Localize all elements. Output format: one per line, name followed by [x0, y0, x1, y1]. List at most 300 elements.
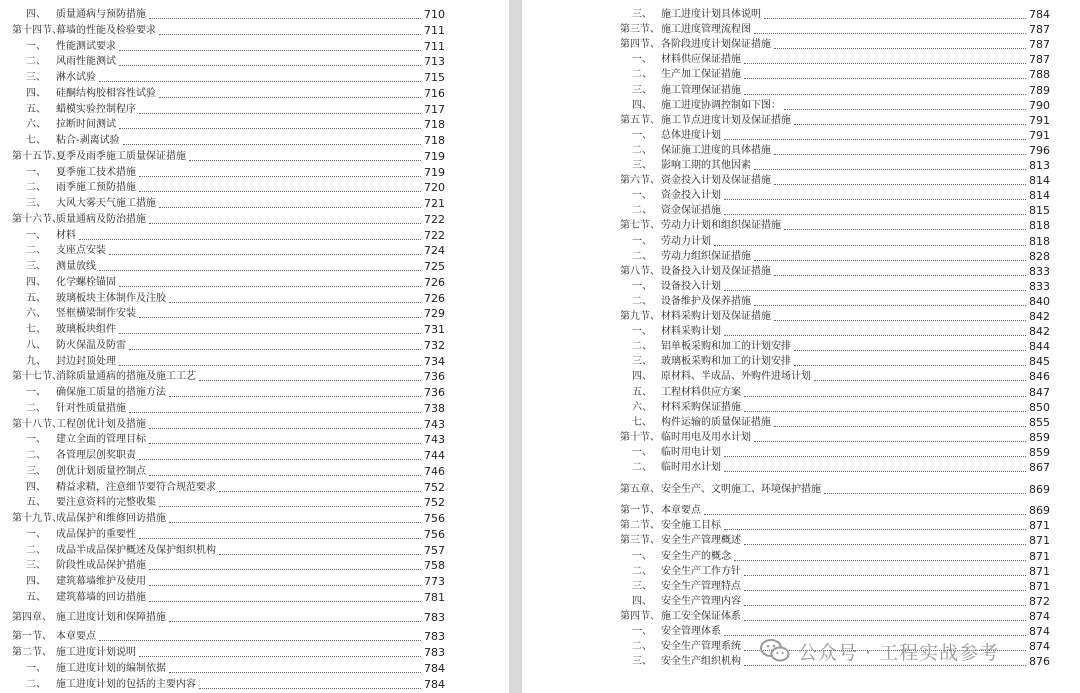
toc-item-entry[interactable] — [26, 85, 445, 100]
toc-item-entry[interactable] — [632, 187, 1050, 202]
toc-section-entry[interactable] — [12, 416, 445, 431]
toc-title: 施工进度计划说明 — [56, 647, 136, 658]
dot-leader — [109, 254, 421, 255]
toc-title: 资金投入计划及保证措施 — [661, 175, 771, 187]
dot-leader — [724, 529, 1026, 530]
dot-leader — [159, 34, 421, 35]
toc-page-number: 867 — [1029, 461, 1050, 474]
toc-page-number: 871 — [1029, 579, 1050, 593]
toc-number: 四、 — [26, 276, 46, 288]
toc-number: 一、 — [632, 235, 652, 247]
toc-item-entry[interactable] — [632, 399, 1050, 414]
toc-section-entry[interactable] — [620, 608, 1050, 623]
toc-page-number: 818 — [1029, 219, 1050, 233]
dot-leader — [774, 48, 1026, 49]
toc-page-number: 716 — [424, 86, 445, 100]
toc-page-number: 717 — [424, 102, 445, 116]
toc-page-number: 871 — [1029, 549, 1050, 563]
toc-number: 第六节、 — [620, 175, 660, 187]
toc-item-entry[interactable] — [26, 542, 445, 557]
toc-item-entry[interactable] — [26, 305, 445, 320]
toc-item-entry[interactable] — [26, 353, 445, 368]
watermark — [760, 634, 999, 668]
toc-number: 一、 — [632, 550, 652, 562]
toc-section-entry[interactable] — [12, 368, 445, 383]
toc-number: 三、 — [632, 160, 652, 171]
toc-page-number: 734 — [424, 354, 445, 368]
dot-leader — [149, 585, 421, 586]
toc-item-entry[interactable] — [632, 384, 1050, 399]
toc-title: 建筑幕墙维护及使用 — [56, 576, 146, 587]
toc-number: 一、 — [632, 280, 652, 292]
dot-leader — [744, 411, 1026, 412]
toc-title: 各管理层创奖职责 — [56, 450, 136, 461]
toc-number: 二、 — [632, 144, 652, 156]
dot-leader — [219, 554, 421, 555]
toc-section-entry[interactable] — [620, 308, 1050, 323]
toc-number: 一、 — [26, 166, 46, 178]
toc-title: 铝单板采购和加工的计划安排 — [661, 341, 791, 353]
dot-leader — [149, 601, 421, 602]
toc-page-number: 715 — [424, 71, 445, 84]
toc-page-number: 757 — [424, 543, 445, 557]
toc-number: 第三节、 — [620, 24, 660, 36]
toc-number: 二、 — [26, 182, 46, 194]
toc-number: 一、 — [26, 434, 46, 446]
toc-section-entry[interactable] — [12, 211, 445, 226]
toc-page-number: 844 — [1029, 340, 1050, 354]
toc-item-entry[interactable] — [26, 526, 445, 541]
dot-leader — [139, 317, 421, 318]
toc-item-entry[interactable] — [632, 593, 1050, 608]
toc-item-entry[interactable] — [26, 463, 445, 478]
dot-leader — [744, 63, 1026, 64]
toc-number: 六、 — [632, 401, 652, 413]
toc-item-entry[interactable] — [632, 563, 1050, 578]
toc-number: 七、 — [26, 324, 46, 335]
toc-number: 三、 — [26, 560, 46, 572]
dot-leader — [139, 191, 421, 192]
toc-title: 资金保证措施 — [661, 205, 721, 217]
dot-leader — [754, 169, 1026, 170]
toc-section-entry[interactable] — [12, 22, 445, 37]
toc-title: 原材料、半成品、外购件进场计划 — [661, 371, 811, 383]
toc-number: 三、 — [632, 9, 652, 20]
toc-page-number: 833 — [1029, 279, 1050, 293]
toc-title: 成品半成品保护概述及保护组织机构 — [56, 544, 216, 556]
toc-title: 确保施工质量的措施方法 — [56, 387, 166, 398]
toc-number: 第十四节、 — [12, 24, 62, 36]
toc-chapter-entry[interactable] — [620, 481, 1050, 496]
toc-number: 第七节、 — [620, 220, 660, 232]
toc-page-number: 833 — [1029, 264, 1050, 278]
toc-item-entry[interactable] — [632, 6, 1050, 21]
toc-number: 第九节、 — [620, 311, 660, 322]
toc-title: 本章要点 — [56, 631, 96, 643]
toc-page-number: 721 — [424, 197, 445, 210]
toc-item-entry[interactable] — [632, 97, 1050, 112]
toc-number: 第二节、 — [620, 520, 660, 532]
toc-item-entry[interactable] — [26, 38, 445, 53]
toc-title: 施工进度计划的编制依据 — [56, 662, 166, 674]
toc-item-entry[interactable] — [26, 479, 445, 494]
dot-leader — [129, 412, 421, 413]
toc-number: 二、 — [26, 450, 46, 461]
toc-number: 一、 — [632, 626, 652, 637]
toc-page-number: 732 — [424, 338, 445, 352]
toc-item-entry[interactable] — [632, 51, 1050, 66]
toc-title: 材料采购保证措施 — [661, 401, 741, 413]
toc-number: 六、 — [26, 308, 46, 320]
toc-page-number: 752 — [424, 480, 445, 494]
toc-page-number: 791 — [1029, 113, 1050, 127]
dot-leader — [99, 640, 421, 641]
toc-number: 第四节、 — [620, 610, 660, 622]
toc-number: 第二节、 — [12, 647, 52, 658]
toc-section-entry[interactable] — [620, 21, 1050, 36]
dot-leader — [724, 335, 1026, 336]
toc-item-entry[interactable] — [632, 142, 1050, 157]
toc-page-number: 725 — [424, 260, 445, 273]
toc-item-entry[interactable] — [632, 323, 1050, 338]
dot-leader — [169, 672, 421, 673]
dot-leader — [774, 320, 1026, 321]
toc-title: 硅酮结构胶相容性试验 — [56, 87, 156, 99]
toc-page-number: 859 — [1029, 445, 1050, 459]
toc-title: 幕墙的性能及检验要求 — [56, 24, 156, 36]
toc-number: 第十六节、 — [12, 213, 62, 225]
toc-title: 材料采购计划 — [661, 326, 721, 338]
toc-number: 一、 — [632, 326, 652, 338]
toc-title: 构件运输的质量保证措施 — [661, 416, 771, 428]
toc-section-entry[interactable] — [12, 148, 445, 163]
toc-title: 蜡模实验控制程序 — [56, 103, 136, 115]
toc-item-entry[interactable] — [26, 101, 445, 116]
toc-title: 夏季及雨季施工质量保证措施 — [56, 150, 186, 162]
toc-title: 质量通病及防治措施 — [56, 213, 146, 225]
toc-page-number: 736 — [424, 386, 445, 399]
toc-title: 施工进度计划的包括的主要内容 — [56, 678, 196, 690]
toc-item-entry[interactable] — [26, 274, 445, 289]
toc-item-entry[interactable] — [26, 53, 445, 68]
toc-item-entry[interactable] — [632, 444, 1050, 459]
toc-page-number: 847 — [1029, 385, 1050, 399]
toc-page-number: 855 — [1029, 415, 1050, 429]
toc-number: 第八节、 — [620, 265, 660, 277]
toc-number: 四、 — [26, 481, 46, 493]
toc-section-entry[interactable] — [620, 36, 1050, 51]
toc-title: 大风大雾天气施工措施 — [56, 198, 156, 209]
toc-item-entry[interactable] — [632, 368, 1050, 383]
toc-page-number: 872 — [1029, 594, 1050, 608]
toc-number: 一、 — [26, 387, 46, 398]
toc-number: 二、 — [632, 69, 652, 81]
toc-page-number: 720 — [424, 181, 445, 195]
toc-page-number: 850 — [1029, 400, 1050, 414]
toc-number: 一、 — [26, 528, 46, 540]
dot-leader — [704, 514, 1026, 515]
dot-leader — [149, 443, 421, 444]
dot-leader — [99, 81, 421, 82]
toc-section-entry[interactable] — [620, 263, 1050, 278]
toc-number: 一、 — [632, 54, 652, 66]
toc-number: 二、 — [632, 341, 652, 353]
toc-section-entry[interactable] — [620, 112, 1050, 127]
dot-leader — [139, 176, 421, 177]
dot-leader — [724, 214, 1026, 215]
toc-title: 工程创优计划及措施 — [56, 418, 146, 430]
toc-title: 要注意资料的完整收集 — [56, 497, 156, 509]
toc-item-entry[interactable] — [26, 164, 445, 179]
toc-title: 安全生产工作方针 — [661, 565, 741, 577]
toc-title: 安全生产管理特点 — [661, 580, 741, 592]
toc-page-number: 874 — [1029, 609, 1050, 623]
toc-page-number: 784 — [424, 677, 445, 691]
toc-page-number: 859 — [1029, 430, 1050, 444]
dot-leader — [744, 78, 1026, 79]
toc-item-entry[interactable] — [26, 494, 445, 509]
dot-leader — [119, 365, 421, 366]
dot-leader — [119, 128, 421, 129]
toc-title: 劳动力组织保证措施 — [661, 250, 751, 262]
toc-title: 劳动力计划 — [661, 235, 711, 247]
toc-number: 二、 — [632, 205, 652, 217]
toc-title: 施工进度计划具体说明 — [661, 9, 761, 20]
dot-leader — [149, 223, 421, 224]
toc-item-entry[interactable] — [26, 132, 445, 147]
toc-number: 第十七节、 — [12, 371, 62, 383]
toc-page-number: 874 — [1029, 625, 1050, 638]
toc-title: 安全管理体系 — [661, 626, 721, 637]
toc-number: 七、 — [632, 416, 652, 428]
toc-section-entry[interactable] — [620, 172, 1050, 187]
toc-item-entry[interactable] — [632, 248, 1050, 263]
toc-item-entry[interactable] — [26, 337, 445, 352]
toc-number: 第十八节、 — [12, 418, 62, 430]
dot-leader — [744, 544, 1026, 545]
toc-number: 五、 — [632, 386, 652, 398]
toc-item-entry[interactable] — [632, 353, 1050, 368]
toc-page-number: 815 — [1029, 204, 1050, 218]
toc-section-entry[interactable] — [12, 510, 445, 525]
dot-leader — [824, 493, 1026, 494]
toc-item-entry[interactable] — [26, 557, 445, 572]
toc-item-entry[interactable] — [26, 589, 445, 604]
toc-item-entry[interactable] — [26, 676, 445, 691]
dot-leader — [149, 18, 421, 19]
dot-leader — [159, 506, 421, 507]
dot-leader — [149, 475, 421, 476]
toc-page-number: 743 — [424, 433, 445, 447]
toc-title: 玻璃板块组件 — [56, 324, 116, 335]
toc-item-entry[interactable] — [632, 127, 1050, 142]
toc-number: 三、 — [26, 261, 46, 272]
toc-title: 竖框横梁制作安装 — [56, 308, 136, 320]
toc-title: 建立全面的管理目标 — [56, 434, 146, 446]
toc-number: 第一节、 — [620, 505, 660, 517]
toc-page-number: 869 — [1029, 504, 1050, 518]
toc-item-entry[interactable] — [632, 578, 1050, 593]
toc-number: 二、 — [26, 678, 46, 690]
toc-item-entry[interactable] — [632, 66, 1050, 81]
toc-item-entry[interactable] — [632, 548, 1050, 563]
toc-item-entry[interactable] — [26, 227, 445, 242]
toc-page-number: 871 — [1029, 519, 1050, 533]
toc-section-entry[interactable] — [12, 644, 445, 659]
toc-page-number: 724 — [424, 244, 445, 258]
toc-title: 雨季施工预防措施 — [56, 182, 136, 194]
toc-title: 施工进度协调控制如下图： — [661, 99, 781, 111]
dot-leader — [169, 396, 421, 397]
toc-title: 测量放线 — [56, 261, 96, 272]
toc-item-entry[interactable] — [26, 573, 445, 588]
toc-page-number: 710 — [424, 8, 445, 21]
toc-item-entry[interactable] — [632, 202, 1050, 217]
dot-leader — [139, 656, 421, 657]
toc-section-entry[interactable] — [620, 502, 1050, 517]
toc-page-number: 813 — [1029, 159, 1050, 172]
dot-leader — [119, 333, 421, 334]
toc-number: 二、 — [26, 402, 46, 414]
toc-item-entry[interactable] — [26, 321, 445, 336]
toc-number: 八、 — [26, 339, 46, 351]
toc-number: 二、 — [632, 565, 652, 577]
toc-item-entry[interactable] — [632, 278, 1050, 293]
dot-leader — [814, 380, 1026, 381]
dot-leader — [139, 459, 421, 460]
toc-page-number: 871 — [1029, 534, 1050, 548]
toc-page-number: 784 — [1029, 8, 1050, 21]
toc-item-entry[interactable] — [26, 384, 445, 399]
dot-leader — [744, 575, 1026, 576]
toc-page-number: 783 — [424, 610, 445, 624]
toc-item-entry[interactable] — [26, 400, 445, 415]
toc-item-entry[interactable] — [632, 338, 1050, 353]
toc-title: 保证施工进度的具体措施 — [661, 144, 771, 156]
toc-title: 生产加工保证措施 — [661, 69, 741, 81]
toc-page-number: 788 — [1029, 68, 1050, 82]
toc-page-number: 787 — [1029, 53, 1050, 67]
dot-leader — [754, 305, 1026, 306]
toc-number: 第四章、 — [12, 611, 52, 623]
toc-number: 四、 — [632, 371, 652, 383]
toc-title: 施工进度计划和保障措施 — [56, 611, 166, 623]
toc-title: 消除质量通病的措施及施工工艺 — [56, 371, 196, 383]
toc-item-entry[interactable] — [26, 258, 445, 273]
toc-item-entry[interactable] — [26, 242, 445, 257]
toc-title: 工程材料供应方案 — [661, 386, 741, 398]
toc-number: 二、 — [632, 250, 652, 262]
toc-page-number: 711 — [424, 39, 445, 53]
toc-item-entry[interactable] — [26, 179, 445, 194]
toc-title: 临时用电及用水计划 — [661, 431, 751, 443]
toc-title: 阶段性成品保护措施 — [56, 560, 146, 572]
toc-page-number: 789 — [1029, 83, 1050, 97]
toc-title: 玻璃板采购和加工的计划安排 — [661, 356, 791, 368]
toc-number: 一、 — [632, 129, 652, 141]
toc-section-entry[interactable] — [620, 429, 1050, 444]
toc-page-number: 846 — [1029, 370, 1050, 384]
toc-title: 成品保护和维修回访措施 — [56, 513, 166, 524]
toc-page-number: 818 — [1029, 234, 1050, 248]
dot-leader — [169, 302, 421, 303]
toc-item-entry[interactable] — [26, 290, 445, 305]
dot-leader — [794, 350, 1026, 351]
toc-page-number: 790 — [1029, 98, 1050, 112]
toc-item-entry[interactable] — [632, 157, 1050, 172]
toc-section-entry[interactable] — [12, 628, 445, 643]
toc-item-entry[interactable] — [632, 233, 1050, 248]
toc-page-number: 842 — [1029, 325, 1050, 339]
toc-title: 安全生产管理系统 — [661, 641, 741, 653]
toc-item-entry[interactable] — [26, 447, 445, 462]
dot-leader — [119, 286, 421, 287]
toc-title: 总体进度计划 — [661, 129, 721, 141]
toc-page-number: 784 — [424, 661, 445, 675]
toc-title: 成品保护的重要性 — [56, 528, 136, 540]
toc-number: 六、 — [26, 119, 46, 131]
toc-section-entry[interactable] — [620, 517, 1050, 532]
toc-number: 三、 — [26, 198, 46, 209]
toc-item-entry[interactable] — [26, 116, 445, 131]
toc-title: 风雨性能测试 — [56, 56, 116, 68]
toc-item-entry[interactable] — [26, 195, 445, 210]
toc-number: 九、 — [26, 355, 46, 367]
toc-number: 第三节、 — [620, 535, 660, 547]
toc-title: 本章要点 — [661, 505, 701, 517]
dot-leader — [169, 621, 421, 622]
dot-leader — [724, 290, 1026, 291]
toc-number: 二、 — [632, 295, 652, 307]
toc-item-entry[interactable] — [632, 414, 1050, 429]
dot-leader — [99, 270, 421, 271]
toc-item-entry[interactable] — [26, 660, 445, 675]
toc-item-entry[interactable] — [632, 459, 1050, 474]
toc-page-number: 752 — [424, 496, 445, 510]
dot-leader — [79, 239, 421, 240]
toc-title: 材料采购计划及保证措施 — [661, 311, 771, 322]
dot-leader — [784, 229, 1026, 230]
toc-title: 施工管理保证措施 — [661, 84, 741, 96]
toc-number: 三、 — [632, 84, 652, 96]
toc-section-entry[interactable] — [620, 217, 1050, 232]
toc-item-entry[interactable] — [26, 6, 445, 21]
toc-title: 性能测试要求 — [56, 40, 116, 52]
toc-number: 第五节、 — [620, 114, 660, 126]
toc-title: 安全生产管理概述 — [661, 535, 741, 547]
dot-leader — [774, 184, 1026, 185]
toc-item-entry[interactable] — [632, 293, 1050, 308]
page-divider — [509, 0, 522, 693]
dot-leader — [129, 349, 421, 350]
toc-page-number: 756 — [424, 512, 445, 525]
toc-page-number: 869 — [1029, 483, 1050, 497]
dot-leader — [139, 538, 421, 539]
toc-page-number: 787 — [1029, 23, 1050, 37]
toc-title: 临时用水计划 — [661, 462, 721, 473]
toc-item-entry[interactable] — [632, 82, 1050, 97]
toc-page-number: 842 — [1029, 310, 1050, 323]
toc-page-number: 729 — [424, 307, 445, 321]
toc-chapter-entry[interactable] — [12, 609, 445, 624]
toc-item-entry[interactable] — [26, 431, 445, 446]
toc-item-entry[interactable] — [26, 69, 445, 84]
toc-number: 三、 — [26, 72, 46, 83]
toc-number: 四、 — [26, 87, 46, 99]
toc-section-entry[interactable] — [620, 532, 1050, 547]
toc-number: 五、 — [26, 103, 46, 115]
toc-title: 拉断时间测试 — [56, 119, 116, 131]
